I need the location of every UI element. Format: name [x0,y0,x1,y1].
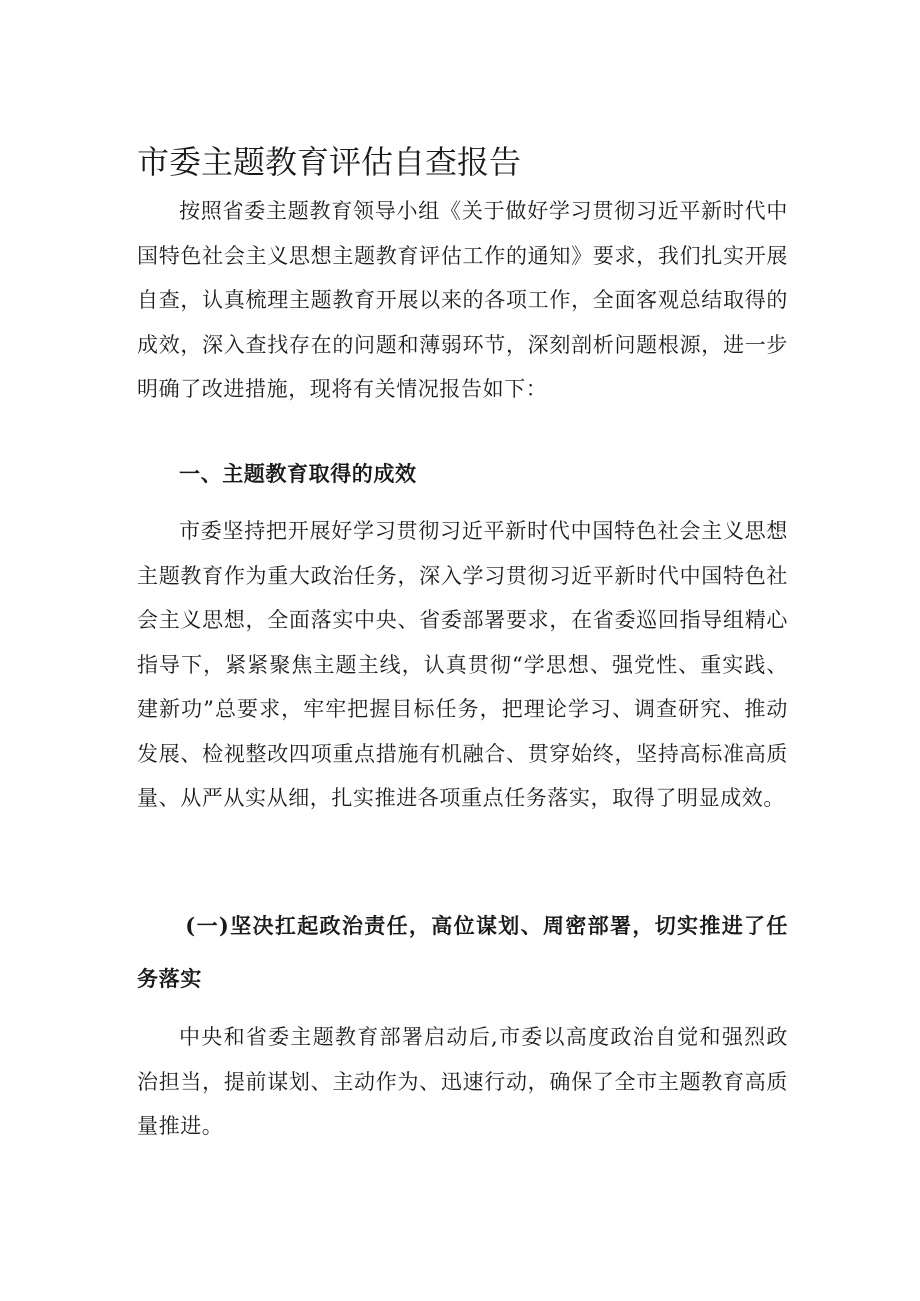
document-title: 市委主题教育评估自查报告 [137,143,522,181]
subsection-body-political-responsibility: 中央和省委主题教育部署启动后,市委以高度政治自觉和强烈政治担当，提前谋划、主动作为、迅速行动，确保了全市主题教育高质量推进。 [137,1025,788,1138]
section-body-achievements: 市委坚持把开展好学习贯彻习近平新时代中国特色社会主义思想主题教育作为重大政治任务，深入学习贯彻习近平新时代中国特色社会主义思想，全面落实中央、省委部署要求，在省委巡回指导组精心指导下，紧紧聚焦主题主线，认真贯彻“学思想、强党性、重实践、建新功”总要求，牢牢把握目标任务，把理论学习、调查研究、推动发展、检视整改四项重点措施有机融合、贯穿始终，坚持高标准高质量、从严从实从细，扎实推进各项重点任务落实，取得了明显成效。 [137,519,788,810]
section-heading-achievements: 一、主题教育取得的成效 [179,461,417,486]
subsection-heading-political-responsibility: (一)坚决扛起政治责任，高位谋划、周密部署，切实推进了任务落实 [137,913,788,991]
intro-paragraph: 按照省委主题教育领导小组《关于做好学习贯彻习近平新时代中国特色社会主义思想主题教育评估工作的通知》要求，我们扎实开展自查，认真梳理主题教育开展以来的各项工作，全面客观总结取得的成效，深入查找存在的问题和薄弱环节，深刻剖析问题根源，进一步明确了改进措施，现将有关情况报告如下： [137,199,788,401]
